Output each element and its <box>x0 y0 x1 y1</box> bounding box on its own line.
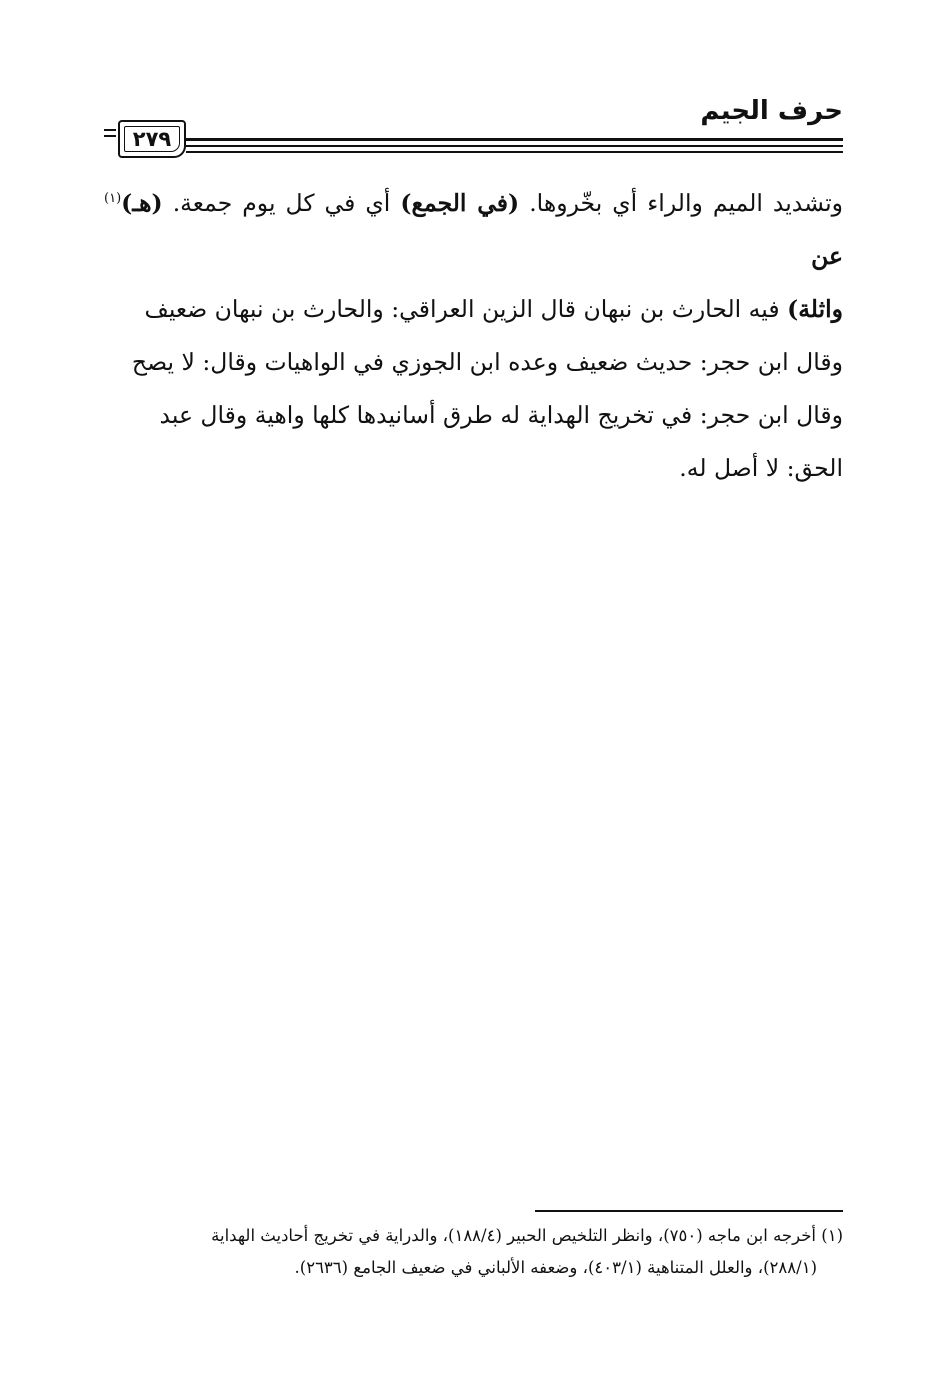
text-line-5: الحق: لا أصل له. <box>679 454 843 482</box>
text-segment: فيه الحارث بن نبهان قال الزين العراقي: والحارث بن نبهان ضعيف <box>144 295 788 323</box>
bold-term: (في الجمع) <box>400 189 520 217</box>
text-line-3: وقال ابن حجر: حديث ضعيف وعده ابن الجوزي في الواهيات وقال: لا يصح <box>131 348 843 376</box>
footnote-separator <box>535 1210 843 1212</box>
bold-term: عن <box>811 242 843 270</box>
footnote-ref: (١) <box>104 191 122 207</box>
page-number-ornament <box>104 129 116 137</box>
header-rule-lower <box>186 151 843 153</box>
header-rule-thin <box>186 145 843 147</box>
text-line-4: وقال ابن حجر: في تخريج الهداية له طرق أسانيدها كلها واهية وقال عبد <box>159 401 843 429</box>
main-text <box>104 177 843 495</box>
text-segment: وتشديد الميم والراء أي بخّروها. <box>519 189 843 217</box>
text-line-1 <box>104 177 843 283</box>
page-number: ٢٧٩ <box>132 127 172 151</box>
chapter-title: حرف الجيم <box>700 96 843 126</box>
page-number-frame <box>118 120 186 158</box>
bold-term: واثلة) <box>787 295 843 323</box>
header-rule <box>186 138 843 141</box>
footnotes <box>104 1220 843 1284</box>
text-segment: أي في كل يوم جمعة. <box>162 189 401 217</box>
footnote-line-2: (٢٨٨/١)، والعلل المتناهية (٤٠٣/١)، وضعفه الألباني في ضعيف الجامع (٢٦٣٦). <box>294 1258 817 1277</box>
source-code: (هـ) <box>121 189 163 217</box>
text-line-2 <box>104 283 843 336</box>
footnote-line-1: (١) أخرجه ابن ماجه (٧٥٠)، وانظر التلخيص الحبير (١٨٨/٤)، والدراية في تخريج أحاديث الهداية <box>211 1226 843 1245</box>
